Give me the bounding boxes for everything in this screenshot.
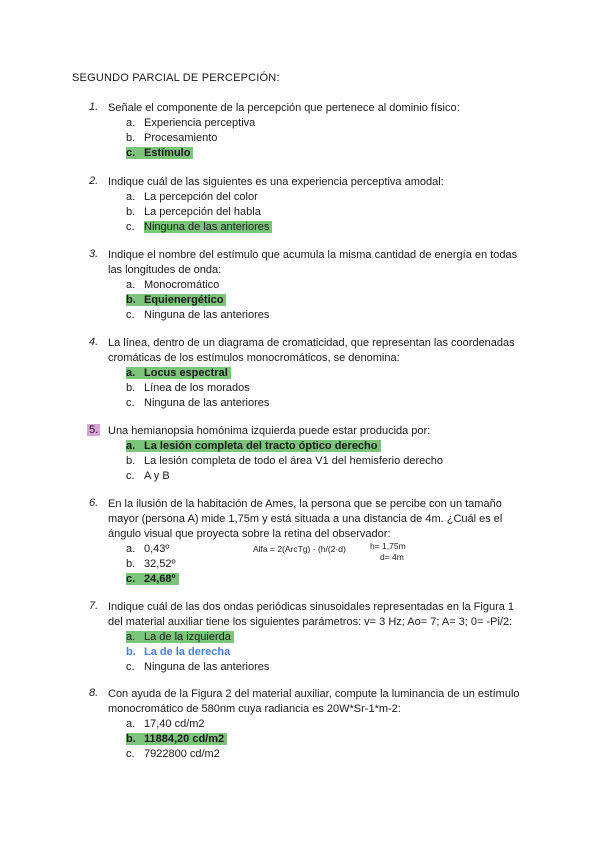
option-a: a. 17,40 cd/m2: [126, 718, 205, 730]
height-note: h= 1,75m: [370, 541, 406, 551]
question-number: 4.: [89, 336, 99, 348]
question-text: La línea, dentro de un diagrama de cromaticidad, que representan las coordenadas cromáticas de los estímulos monocromáticos, se denomina:: [108, 337, 515, 364]
distance-note: d= 4m: [380, 552, 404, 562]
option-b: b. Línea de los morados: [126, 382, 250, 394]
option-a-answer: a. La de la izquierda: [126, 630, 234, 645]
question-number: 5.: [89, 424, 99, 436]
option-a: a. Monocromático: [126, 279, 220, 291]
option-a: a. Experiencia perceptiva: [126, 117, 256, 129]
option-a-answer: a. Locus espectral: [126, 366, 231, 381]
question-text: Señale el componente de la percepción que pertenece al dominio físico:: [108, 102, 460, 114]
question-number: 6.: [89, 497, 99, 509]
question-text: Indique cuál de las dos ondas periódicas sinusoidales representadas en la Figura 1 del material auxiliar tiene los siguientes parámetros: v= 3 Hz; Ao= 7; A= 3; 0= -Pi/2:: [108, 601, 515, 628]
option-b: b. La percepción del habla: [126, 206, 261, 218]
option-c: c. 7922800 cd/m2: [126, 748, 220, 760]
option-c-answer: c. 24,68º: [126, 572, 179, 587]
option-b: b. Procesamiento: [126, 132, 218, 144]
option-b: b. La de la derecha: [126, 646, 231, 658]
option-c-answer: c. Estímulo: [126, 146, 193, 161]
option-c: c. Ninguna de las anteriores: [126, 661, 270, 673]
question-number: 1.: [89, 101, 99, 113]
question-text: Con ayuda de la Figura 2 del material auxiliar, compute la luminancia de un estímulo monocromático de 580nm cuya radiancia es 20W*Sr-1*m-2:: [108, 688, 520, 715]
option-a: a. La percepción del color: [126, 191, 258, 203]
option-b: b. 32,52º: [126, 558, 176, 570]
question-number: 2.: [89, 175, 99, 187]
option-c: c. Ninguna de las anteriores: [126, 309, 270, 321]
option-b-answer: b. Equienergético: [126, 293, 226, 308]
question-number: 8.: [89, 687, 99, 699]
option-c-answer: c. Ninguna de las anteriores: [126, 220, 272, 235]
question-text: Indique el nombre del estímulo que acumula la misma cantidad de energía en todas las longitudes de onda:: [108, 249, 518, 276]
formula-note: Alfa = 2(ArcTg) · (h/(2·d): [253, 544, 346, 554]
page-title: SEGUNDO PARCIAL DE PERCEPCIÓN:: [72, 72, 280, 84]
question-text: Indique cuál de las siguientes es una experiencia perceptiva amodal:: [108, 176, 444, 188]
option-a: a. 0,43º: [126, 543, 170, 555]
question-text: Una hemianopsia homónima izquierda puede estar producida por:: [108, 425, 431, 437]
option-b: b. La lesión completa de todo el área V1 del hemisferio derecho: [126, 455, 444, 467]
question-text: En la ilusión de la habitación de Ames, la persona que se percibe con un tamaño mayor (persona A) mide 1,75m y está situada a una distancia de 4m. ¿Cuál es el ángulo visual que proyecta sobre la retina del observador:: [108, 498, 503, 540]
question-number: 3.: [89, 248, 99, 260]
option-b-answer: b. 11884,20 cd/m2: [126, 732, 227, 747]
question-number: 7.: [89, 600, 99, 612]
option-c: c. A y B: [126, 470, 170, 482]
option-c: c. Ninguna de las anteriores: [126, 397, 270, 409]
option-a-answer: a. La lesión completa del tracto óptico derecho: [126, 439, 381, 454]
